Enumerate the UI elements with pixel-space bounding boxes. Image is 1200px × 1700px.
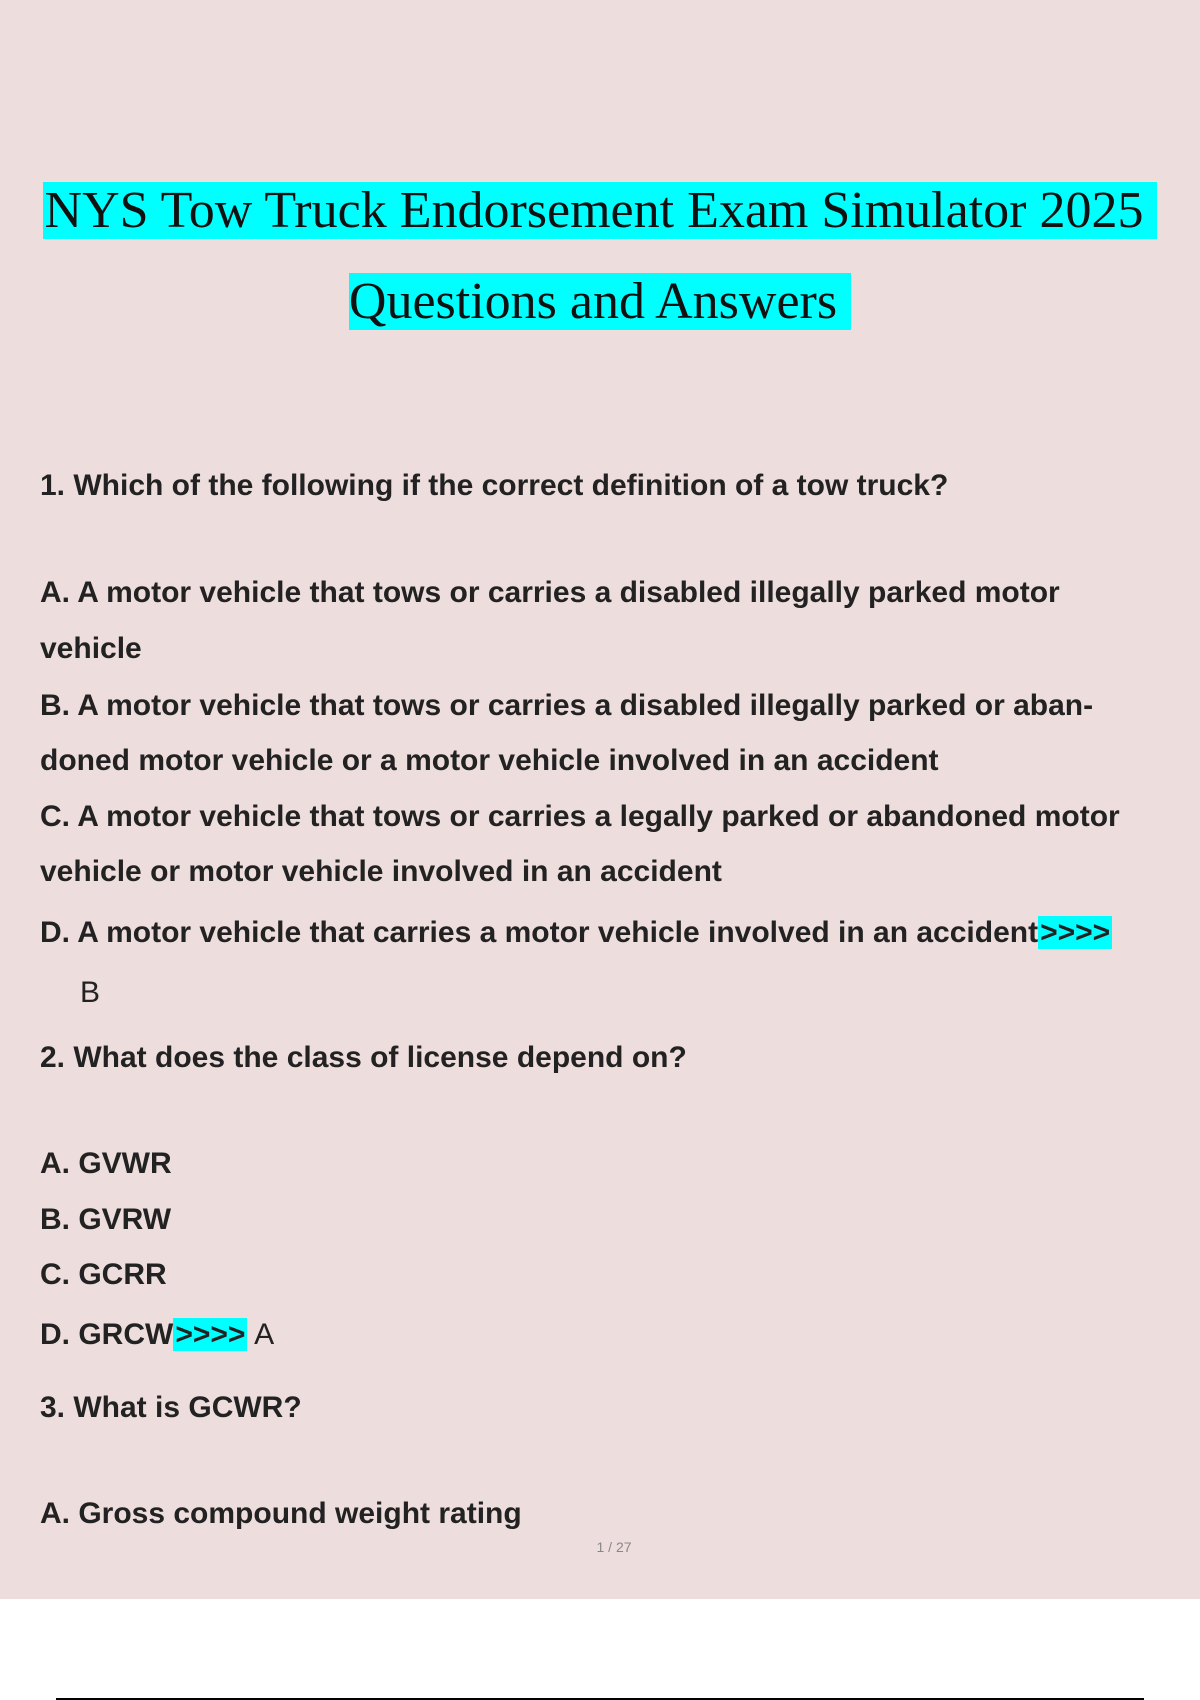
q2-answer-letter: A bbox=[254, 1318, 275, 1351]
title-line-2-text: Questions and Answers bbox=[349, 273, 851, 330]
q1-option-a-line-2: vehicle bbox=[40, 632, 142, 665]
q1-option-b-line-2: doned motor vehicle or a motor vehicle involved in an accident bbox=[40, 744, 939, 777]
title-line-1-text: NYS Tow Truck Endorsement Exam Simulator 2025 bbox=[43, 182, 1158, 239]
q1-option-d bbox=[40, 913, 1112, 953]
title-line-1 bbox=[0, 181, 1200, 241]
q1-option-c-line-2: vehicle or motor vehicle involved in an accident bbox=[40, 855, 722, 888]
q2-option-a: A. GVWR bbox=[40, 1147, 172, 1180]
q2-option-b: B. GVRW bbox=[40, 1203, 172, 1236]
q1-option-c-line-1: C. A motor vehicle that tows or carries a legally parked or abandoned motor bbox=[40, 800, 1120, 833]
q2-option-d-text: D. GRCW bbox=[40, 1318, 174, 1351]
q1-answer: B bbox=[80, 976, 101, 1009]
q1-option-a-line-1: A. A motor vehicle that tows or carries a disabled illegally parked motor bbox=[40, 576, 1060, 609]
question-1: 1. Which of the following if the correct definition of a tow truck? bbox=[40, 469, 949, 502]
q1-answer-arrows: >>>> bbox=[1040, 916, 1111, 949]
q2-answer-arrows: >>>> bbox=[175, 1318, 246, 1351]
question-2: 2. What does the class of license depend on? bbox=[40, 1041, 687, 1074]
page-number: 1 / 27 bbox=[596, 1539, 632, 1555]
q2-option-c: C. GCRR bbox=[40, 1258, 167, 1291]
q2-option-d bbox=[40, 1315, 274, 1355]
q3-option-a: A. Gross compound weight rating bbox=[40, 1497, 522, 1530]
q1-option-d-text: D. A motor vehicle that carries a motor vehicle involved in an accident bbox=[40, 916, 1039, 949]
q1-option-b-line-1: B. A motor vehicle that tows or carries a disabled illegally parked or aban- bbox=[40, 689, 1094, 722]
title-line-2 bbox=[0, 272, 1200, 332]
question-3: 3. What is GCWR? bbox=[40, 1391, 302, 1424]
q2-answer bbox=[247, 1318, 274, 1351]
